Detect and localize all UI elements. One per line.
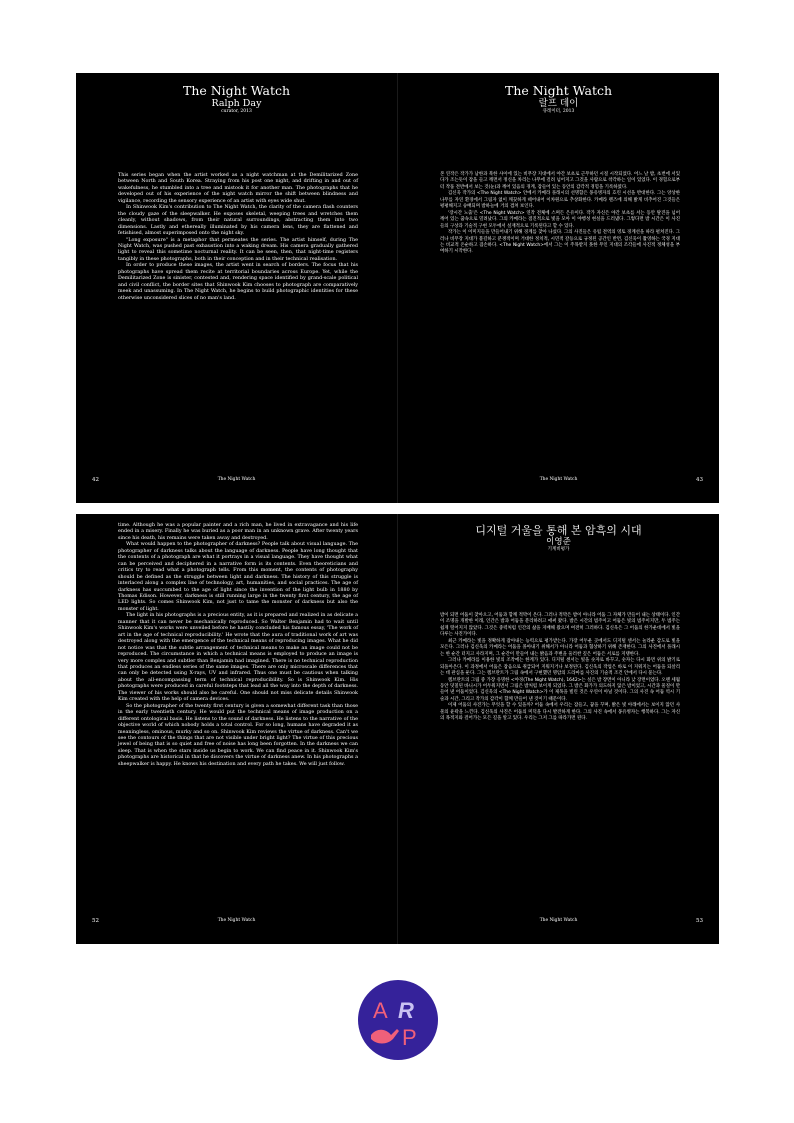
paragraph: 이제 어둠의 사진가는 무엇을 할 수 있을까? 어둠 속에서 우리는 잠들고, 꿈을 꾸며, 밝은 빛 아래에서는 보이지 않던 사물의 윤곽을 느낀다. 김신욱의 사진은 어둠의 미덕을 다시 발견하게 한다. 그의 사진 속에서 몽유병자는 행복하다. 그는 자신의 목적지와 걸어가는 모든 길을 알고 있다. 우리는 그저 그를 따라가면 된다. <box>440 703 680 722</box>
paragraph: 김신욱 작가의 <The Night Watch> 안에서 카메라 플래시의 선명함은 몽유병자의 흐린 시선을 반대한다. 그는 앙상한 나무를 자연 환경에서 그림자 없이 깨끗하게 떼어내어 이차원으로 추상화한다. 카메라 렌즈에 의해 밝게 비추어진 그것들은 평평해지고 숭배되며 밤하늘에 거의 겹쳐 보인다. <box>440 191 680 210</box>
page-52 <box>76 514 397 944</box>
running-head: The Night Watch <box>539 918 578 923</box>
essay-body <box>440 172 680 256</box>
page-number: 52 <box>92 918 99 924</box>
essay-body <box>118 522 358 767</box>
running-head: The Night Watch <box>539 477 578 482</box>
paragraph: "Long exposure" is a metaphor that permeates the series. The artist himself, during The Night Watch, was pushed past exhaustion into a waking dream. His camera gradually gathered light to reveal this sometime nocturnal reality. It can be seen, then, that night-time registers tangibly in these photographs, both in their conception and in their technical realisation. <box>118 236 358 262</box>
running-head: The Night Watch <box>217 918 256 923</box>
page-53 <box>398 514 719 944</box>
logo-letter-a: A <box>373 998 388 1023</box>
essay-author: 이영준 <box>546 537 571 548</box>
logo-letter-r: R <box>398 998 414 1023</box>
paragraph: In Shinwook Kim's contribution to The Night Watch, the clarity of the camera flash counters the cloudy gaze of the sleepwalker. He exposes skeletal, weeping trees and wretches them cleanly, without shadows, from their natural surroundings, abstracting them into two dimensions. Lastly and ethereally illuminated by his camera lens, they are flattened and fetishised, almost superimposed onto the night sky. <box>118 204 358 237</box>
paragraph: So the photographer of the twenty first century is given a somewhat different task than those in the early twentieth century. He would put the technical means of image production on a different ontological basis. He listens to the sound of darkness. He listens to the narrative of the objective world of which nobody holds a total control. For so long, humans have degraded it as meaningless, ominous, murky and so on. Shinwook Kim reviews the virtue of darkness. Can't we see the contours of the things that are not visible under bright light? The virtue of this precious jewel of being that is so quiet and free of noise has long been forgotten. In the darkness we can sleep. That is when the stars inside us begin to work. We can find peace in it. Shinwook Kim's photographs are historical in that he discovers the virtue of darkness anew. In his photographs a sheepwalker is happy. He knows his destination and every path he takes. We will just follow. <box>118 702 358 767</box>
paragraph: 본 연작은 작가가 남한과 북한 사이에 있는 비무장 지대에서 야간 보초로 근무하던 시절 시작되었다. 어느 날 밤, 초번에 서있다가 조는듯이 잠을 들고 깨면서 정신을 차리는 나무에 걸려 넘어지고 그것을 사람으로 착각하는 일이 있었다. 이 경험으로부터 작품 전반에서 보는 것(눈)과 깨어 있음의 경계, 잠들어 있는 동안의 감각적 경험을 기록하였다. <box>440 172 680 190</box>
author-role: curator, 2013 <box>221 109 252 115</box>
page-number: 53 <box>696 918 703 924</box>
paragraph: 작가는 이 이미지들을 만들어내기 위해 경계를 찾아 나섰다. 그의 사진들은 유럽 전역의 영토 경계선을 따라 펼쳐진다. 그러나 비무장 지대가 불길하고 분쟁적이며 거대한 정치적, 시민적 갈등으로 규정된 공간인 반면, 김신욱이 촬영하는 국경 지대는 비교적 온순하고 겸손하다. <The Night Watch>에서 그는 이 주목받지 못한 무인 지대의 조각들에 사진적 정체성을 부여하기 시작한다. <box>440 230 680 255</box>
essay-author: Ralph Day <box>211 98 262 109</box>
essay-title: The Night Watch <box>182 83 291 98</box>
spread-top <box>76 73 719 503</box>
page-number: 43 <box>696 477 703 483</box>
paragraph: 그러나 카메라를 이용한 빛의 조작에는 한계가 있다. 디지털 센서는 빛을 숫자로 바꾸고, 숫자는 다시 화면 위의 밝기로 되돌아온다. 이 과정에서 어둠은 잡음으로 취급되어 지워지거나 보정된다. 김신욱의 작업은 바로 이 지워지는 어둠을 되살리는 데 관심을 둔다. 그는 렘브란트가 그림 속에서 구현했던 명암의 드라마를 사진의 기술적 조건 안에서 다시 묻는다. <box>440 658 680 677</box>
paragraph: The light in his photographs is a precious entity, as it is prepared and realized in as delicate a manner that it can never be mechanically reproduced. So Walter Benjamin had to wait until Shinwook Kim's works were unveiled before he hastily concluded his famous essay, 'The work of art in the age of technical reproducibility.' He wrote that the aura of traditional work of art was destroyed along with the emergence of the technical means of reproducing images. What he did not notice was that the subtle arrangement of technical means to make an image could not be reproduced. The circumstance in which a technical means is employed to produce an image is very more complex and subtler than Benjamin had imagined. There is no technical reproduction that produces an endless series of the same images. There are only microscale differences that can only be detected using X-rays, UV and infrared. Thus one must be cautious when talking about the all-encompassing term of technical reproducibility. So is Shinwook Kim. His photographs were produced in careful footsteps that lead all the way into the depth of darkness. The viewer of his works should also be careful. One should not miss delicate details Shinwook Kim created with the help of camera devices. <box>118 612 358 703</box>
essay-title: 디지털 거울을 통해 본 암흑의 시대 <box>475 524 642 537</box>
paragraph: This series began when the artist worked as a night watchman at the Demilitarized Zone between North and South Korea. Straying from his post one night, and drifting in and out of wakefulness, he stumbled into a tree and mistook it for another man. The photographs that he developed out of his experience of the night watch mirror the shift between blindness and vigilance, recording the sensory experience of an artist with eyes wide shut. <box>118 172 358 204</box>
essay-author: 랄프 데이 <box>538 98 579 109</box>
essay-body <box>118 172 358 301</box>
page-43 <box>398 73 719 503</box>
author-role: 큐레이터, 2013 <box>542 109 575 115</box>
running-head: The Night Watch <box>217 477 256 482</box>
spread-bottom <box>76 514 719 944</box>
essay-title: The Night Watch <box>504 83 613 98</box>
page-number: 42 <box>92 477 99 483</box>
author-role: 기계비평가 <box>547 547 570 553</box>
arp-logo <box>357 979 439 1061</box>
paragraph: What would happen to the photographer of darkness? People talk about visual language. The photographer of darkness talks about the language of darkness. People have long thought that the contents of a photograph are what it portrays in a visual language. They have thought what can be perceived and deciphered in a narrative form is its contents. Even theoreticians and critics try to read what a photograph tells. From this moment, the contents of photography should be defined as the struggle between light and darkness. The history of this struggle is interlaced along a complex line of technology, art, humanities, and social practices. The age of darkness has succumbed to the age of light since the invention of the light bulb in 1880 by Thomas Edison. However, darkness is still running large in the twenty first century, the age of LED lights. So comes Shinwook Kim, not just to tame the monster of darkness but also the monster of light. <box>118 541 358 612</box>
paragraph: 밤이 되면 어둠이 찾아오고, 어둠과 함께 적막이 온다. 그러나 적막은 밤이 아니라 어둠 그 자체가 만들어 내는 상태이다. 인간이 조명을 개발한 이래, 인간은 밤과 어둠을 분리하려고 애써 왔다. 밤은 시간의 범주이고 어둠은 빛의 범주이지만, 두 범주는 쉽게 떨어지지 않았다. 그것은 중력처럼 인간의 삶을 지배해 왔으며 여전히 그러하다. 김신욱은 그 어둠의 한가운데에서 빛을 다루는 사진가이다. <box>440 613 680 638</box>
paragraph: 렘브란트의 그림 중 가장 유명한 <야경(The Night Watch), 1642>는 실은 밤 장면이 아니라 낮 장면이었다. 오랜 세월 동안 덧칠된 바니시가 어두워지면서 그림은 밤처럼 보이게 되었다. 그 밤은 화가가 의도하지 않은 밤이었고, 시간과 물질이 만들어 낸 어둠이었다. 김신욱의 <The Night Watch>가 이 제목을 빌린 것은 우연이 아닐 것이다. 그의 사진 속 어둠 역시 기술과 시간, 그리고 작가의 감각이 함께 만들어 낸 것이기 때문이다. <box>440 677 680 702</box>
paragraph: In order to produce these images, the artist went in search of borders. The focus that his photographs have spread them recite at territorial boundaries across Europe. Yet, while the Demilitarized Zone is sinister, contested and, rendering space identified by grand-scale political and civil conflict, the border sites that Shinwook Kim chooses to photograph are comparatively meek and unassuming. In The Night Watch, he begins to build photographic identities for these otherwise unconsidered slices of no man's land. <box>118 262 358 301</box>
page-42 <box>76 73 397 503</box>
essay-body <box>440 613 680 723</box>
paragraph: time. Although he was a popular painter and a rich man, he lived in extravagance and his life ended in a misery. Finally he was buried as a poor man in an unknown grave. After twenty years since his death, his remains were taken away and destroyed. <box>118 522 358 541</box>
logo-letter-p: P <box>402 1025 417 1050</box>
paragraph: '장시간 노출'은 <The Night Watch> 연작 전체에 스며든 은유이다. 작가 자신은 야간 보초를 서는 동안 탈진을 넘어 깨어 있는 꿈속으로 밀려났다. 그의 카메라는 점진적으로 빛을 모아 이 야행성 현실을 드러냈다. 그렇다면 밤 시간은 이 사진들의 구상과 기술적 구현 모두에서 실재적으로 기록된다고 할 수 있다. <box>440 210 680 229</box>
paragraph: 최근 카메라는 빛을 정확하게 잡아내는 능력으로 평가받는다. 가장 어두운 곳에서도 디지털 센서는 놀라운 감도로 빛을 모은다. 그러나 김신욱의 카메라는 어둠을 몰아내기 위해서가 아니라 어둠과 협상하기 위해 존재한다. 그의 사진에서 플래시는 한 순간 터지고 사라지며, 그 순간이 만들어 내는 밝음과 주변을 둘러싼 깊은 어둠은 서로를 지탱한다. <box>440 638 680 657</box>
